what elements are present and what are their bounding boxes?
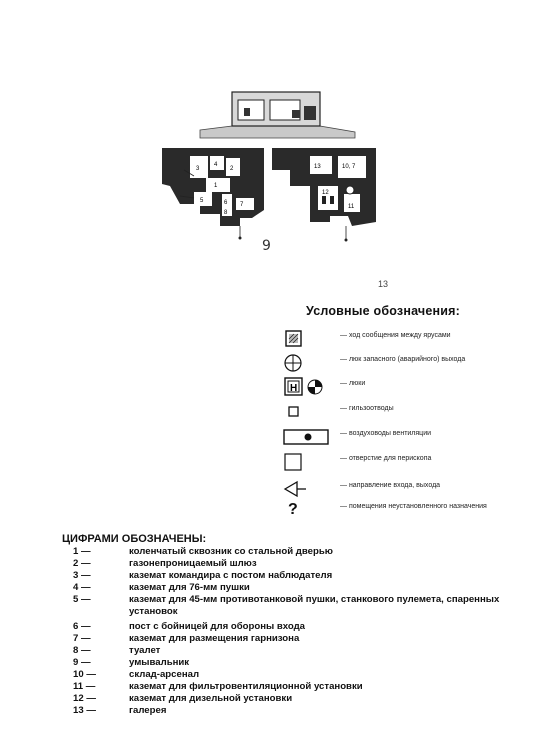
list-item-number: 6 — <box>73 621 91 632</box>
list-item-number: 2 — <box>73 558 91 569</box>
list-item-number: 13 — <box>73 705 96 716</box>
circle-cross-icon <box>282 353 332 373</box>
legend-text: — гильзоотводы <box>340 405 394 412</box>
list-item-number: 11 — <box>73 681 96 692</box>
legend-item-shell-ejectors <box>282 402 542 422</box>
list-item-number: 12 — <box>73 693 96 704</box>
plan-label-2: 2 <box>230 166 234 172</box>
list-item-text: галерея <box>129 705 167 716</box>
list-item-text: каземат для дизельной установки <box>129 693 293 704</box>
list-item-text: склад-арсенал <box>129 669 200 680</box>
legend-text: — воздуховоды вентиляции <box>340 430 432 437</box>
legend-text: — направление входа, выхода <box>340 482 441 489</box>
hatched-square-icon <box>282 329 332 349</box>
bunker-section-view <box>200 92 355 138</box>
list-item-text: пост с бойницей для обороны входа <box>129 621 306 632</box>
list-item-text: каземат для 76-мм пушки <box>129 582 250 593</box>
legend-item-ventilation <box>282 427 542 447</box>
legend-text: — люки <box>340 380 366 387</box>
arrow-left-icon <box>282 479 332 499</box>
legend-text: — ход сообщения между ярусами <box>340 332 451 339</box>
legend-item-hatches <box>282 377 542 397</box>
list-item-text: каземат для размещения гарнизона <box>129 633 300 644</box>
legend-item-periscope <box>282 452 542 472</box>
legend-item-entrance-direction <box>282 479 542 499</box>
list-item-text: каземат командира с постом наблюдателя <box>129 570 333 581</box>
question-mark-icon <box>282 503 332 523</box>
list-item-text: газонепроницаемый шлюз <box>129 558 257 569</box>
periscope-opening-icon <box>282 452 332 472</box>
list-item-number: 10 — <box>73 669 96 680</box>
plan-label-7: 7 <box>240 202 244 208</box>
question-mark-symbol: ? <box>288 501 298 518</box>
plan-label-5: 5 <box>200 198 204 204</box>
legend-title: Условные обозначения: <box>306 304 461 318</box>
plan-label-1: 1 <box>214 183 218 189</box>
legend-text: — люк запасного (аварийного) выхода <box>340 356 466 363</box>
list-item-text: туалет <box>129 645 161 656</box>
bunker-plan-left <box>162 148 264 240</box>
ventilation-duct-icon <box>282 427 332 447</box>
list-item-number: 4 — <box>73 582 91 593</box>
bunker-plan-right <box>272 148 376 242</box>
list-item-number: 9 — <box>73 657 91 668</box>
list-item-text: коленчатый сквозник со стальной дверью <box>129 546 333 557</box>
plan-label-3: 3 <box>196 166 200 172</box>
page-number: 13 <box>378 279 389 289</box>
list-item-number: 3 — <box>73 570 91 581</box>
list-item-number: 8 — <box>73 645 91 656</box>
figure-number: 9 <box>262 238 271 254</box>
bunker-plan-figure <box>160 86 380 246</box>
plan-label-4: 4 <box>214 162 218 168</box>
list-title: ЦИФРАМИ ОБОЗНАЧЕНЫ: <box>62 533 207 545</box>
list-item-number: 5 — <box>73 594 91 605</box>
list-item-number: 7 — <box>73 633 91 644</box>
plan-label-8: 8 <box>224 210 228 216</box>
svg-text:H: H <box>290 383 298 394</box>
legend-text: — отверстие для перископа <box>340 455 432 462</box>
list-item-text: каземат для 45-мм противотанковой пушки, станкового пулемета, спаренных установок <box>129 594 500 617</box>
legend-item-emergency-hatch <box>282 353 542 373</box>
list-item-text: умывальник <box>129 657 190 668</box>
legend-text: — помещения неустановленного назначения <box>340 503 487 510</box>
list-item-text: каземат для фильтровентиляционной установки <box>129 681 363 692</box>
plan-label-13: 13 <box>314 164 321 170</box>
hatch-icon <box>282 377 332 397</box>
plan-label-10-7: 10, 7 <box>342 164 356 170</box>
small-square-icon <box>282 402 332 422</box>
list-item-number: 1 — <box>73 546 91 557</box>
legend-item-passage <box>282 329 542 349</box>
legend-item-unknown-rooms <box>282 503 542 523</box>
plan-label-12: 12 <box>322 190 329 196</box>
plan-label-6: 6 <box>224 200 228 206</box>
plan-label-11: 11 <box>348 204 355 210</box>
